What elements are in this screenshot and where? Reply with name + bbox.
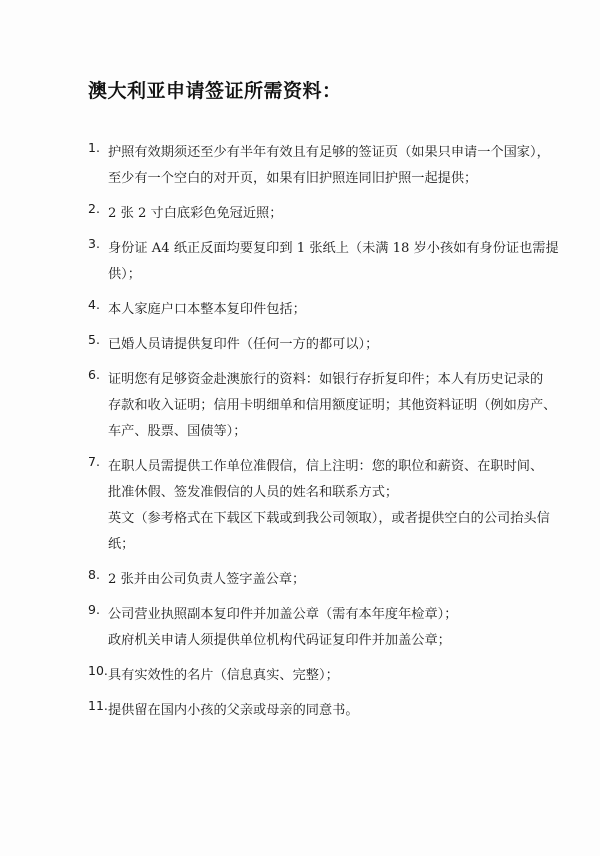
list-item-text-line: 英文（参考格式在下载区下载或到我公司领取），或者提供空白的公司抬头信 [108,511,550,526]
list-item-text-line: 批准休假、签发准假信的人员的姓名和联系方式； [108,485,399,500]
list-item-number: 4. [88,297,100,312]
list-item [88,663,538,689]
list-item [88,236,559,288]
list-item-number: 6. [88,367,100,382]
list-item-text-line: 纸； [108,537,135,552]
list-item-text-line: 车产、股票、国债等）； [108,424,247,439]
list-item-text-line: 供）； [108,267,141,282]
list-item-text-line: 提供留在国内小孩的父亲或母亲的同意书。 [108,703,359,718]
list-item [88,454,550,558]
list-item-text-line: 身份证 A4 纸正反面均要复印到 1 张纸上（未满 18 岁小孩如有身份证也需提 [108,241,559,256]
list-item-text-line: 公司营业执照副本复印件并加盖公章（需有本年度年检章）； [108,607,458,622]
list-item-number: 1. [88,140,100,155]
list-item-number: 7. [88,454,100,469]
list-item-text-line: 在职人员需提供工作单位准假信，信上注明：您的职位和薪资、在职时间、 [108,459,544,474]
list-item-number: 10. [88,663,108,678]
requirements-list [88,140,559,724]
list-item-text-line: 至少有一个空白的对开页，如果有旧护照连同旧护照一起提供； [108,171,478,186]
list-item-text-line: 存款和收入证明；信用卡明细单和信用额度证明；其他资料证明（例如房产、 [108,398,557,413]
list-item-text-line: 2 张 2 寸白底彩色免冠近照； [108,206,283,221]
list-item [88,140,550,192]
list-item-text-line: 证明您有足够资金赴澳旅行的资料：如银行存折复印件；本人有历史记录的 [108,372,544,387]
list-item-text-line: 具有实效性的名片（信息真实、完整）； [108,668,339,683]
list-item [88,698,538,724]
list-item-number: 5. [88,332,100,347]
page-title: 澳大利亚申请签证所需资料： [88,80,342,102]
list-item-number: 11. [88,698,108,713]
list-item [88,567,538,593]
list-item [88,332,538,358]
list-item-number: 3. [88,236,100,251]
list-item-text-line: 本人家庭户口本整本复印件包括； [108,302,306,317]
list-item [88,602,538,654]
list-item [88,201,538,227]
list-item [88,367,557,445]
list-item-text-line: 护照有效期须还至少有半年有效且有足够的签证页（如果只申请一个国家）， [108,145,550,160]
list-item-text-line: 已婚人员请提供复印件（任何一方的都可以）； [108,337,379,352]
list-item-text-line: 政府机关申请人须提供单位机构代码证复印件并加盖公章； [108,633,451,648]
list-item-number: 8. [88,567,100,582]
list-item-text-line: 2 张并由公司负责人签字盖公章； [108,572,306,587]
list-item [88,297,538,323]
list-item-number: 2. [88,201,100,216]
list-item-number: 9. [88,602,100,617]
